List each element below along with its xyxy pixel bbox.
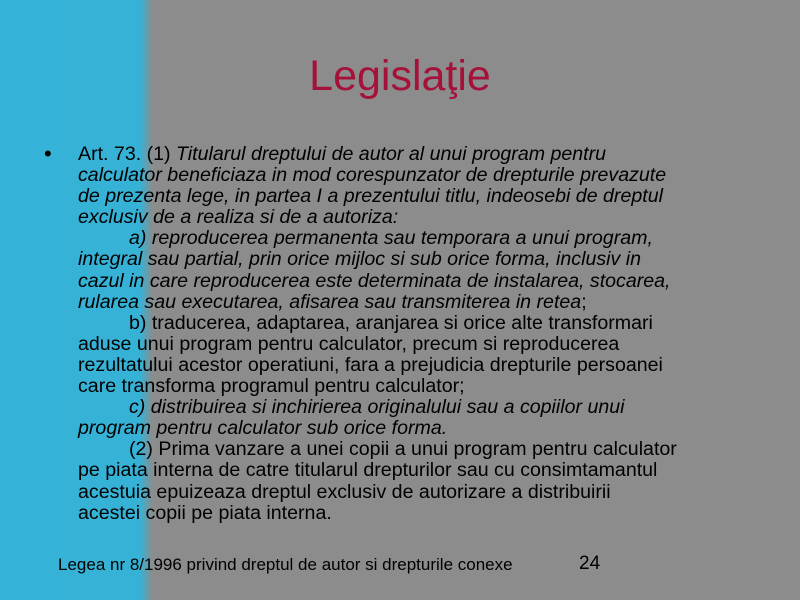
text-line	[78, 144, 768, 165]
text-line: b) traducerea, adaptarea, aranjarea si orice alte transformari	[129, 311, 653, 334]
bullet-marker: •	[44, 141, 52, 166]
text-line: program pentru calculator sub orice forma.	[78, 417, 448, 440]
text-line: exclusiv de a realiza si de a autoriza:	[78, 206, 399, 229]
text-line: c) distribuirea si inchirierea originalului sau a copiilor unui	[129, 396, 625, 419]
text-line: acestuia epuizeaza dreptul exclusiv de autorizare a distribuirii	[78, 480, 611, 503]
slide-number: 24	[579, 553, 601, 574]
text-line: integral sau partial, prin orice mijloc si sub orice forma, inclusiv in	[78, 248, 641, 271]
text-line: pe piata interna de catre titularul drepturilor sau cu consimtamantul	[78, 459, 658, 482]
text-segment-italic: rularea sau executarea, afisarea sau transmiterea in retea	[78, 290, 582, 313]
text-segment-italic: Titularul dreptului de autor al unui program pentru	[176, 143, 607, 165]
text-line	[78, 292, 768, 313]
text-segment: Art. 73. (1)	[78, 143, 176, 165]
article-text	[78, 144, 768, 524]
text-line: cazul in care reproducerea este determinata de instalarea, stocarea,	[78, 269, 671, 292]
text-segment: ;	[581, 290, 587, 313]
slide-footer: Legea nr 8/1996 privind dreptul de autor si drepturile conexe	[58, 555, 513, 574]
text-line: rezultatului acestor operatiuni, fara a prejudicia drepturile persoanei	[78, 353, 663, 376]
text-line: (2) Prima vanzare a unei copii a unui program pentru calculator	[129, 438, 677, 461]
text-line: a) reproducerea permanenta sau temporara a unui program,	[129, 227, 653, 250]
text-line: de prezenta lege, in partea I a prezentului titlu, indeosebi de dreptul	[78, 185, 663, 208]
text-line: acestei copii pe piata interna.	[78, 501, 332, 524]
slide-title: Legislaţie	[309, 52, 491, 100]
text-line: care transforma programul pentru calculator;	[78, 375, 465, 398]
text-line: aduse unui program pentru calculator, precum si reproducerea	[78, 332, 620, 355]
text-line: calculator beneficiaza in mod corespunzator de drepturile prevazute	[78, 164, 667, 187]
